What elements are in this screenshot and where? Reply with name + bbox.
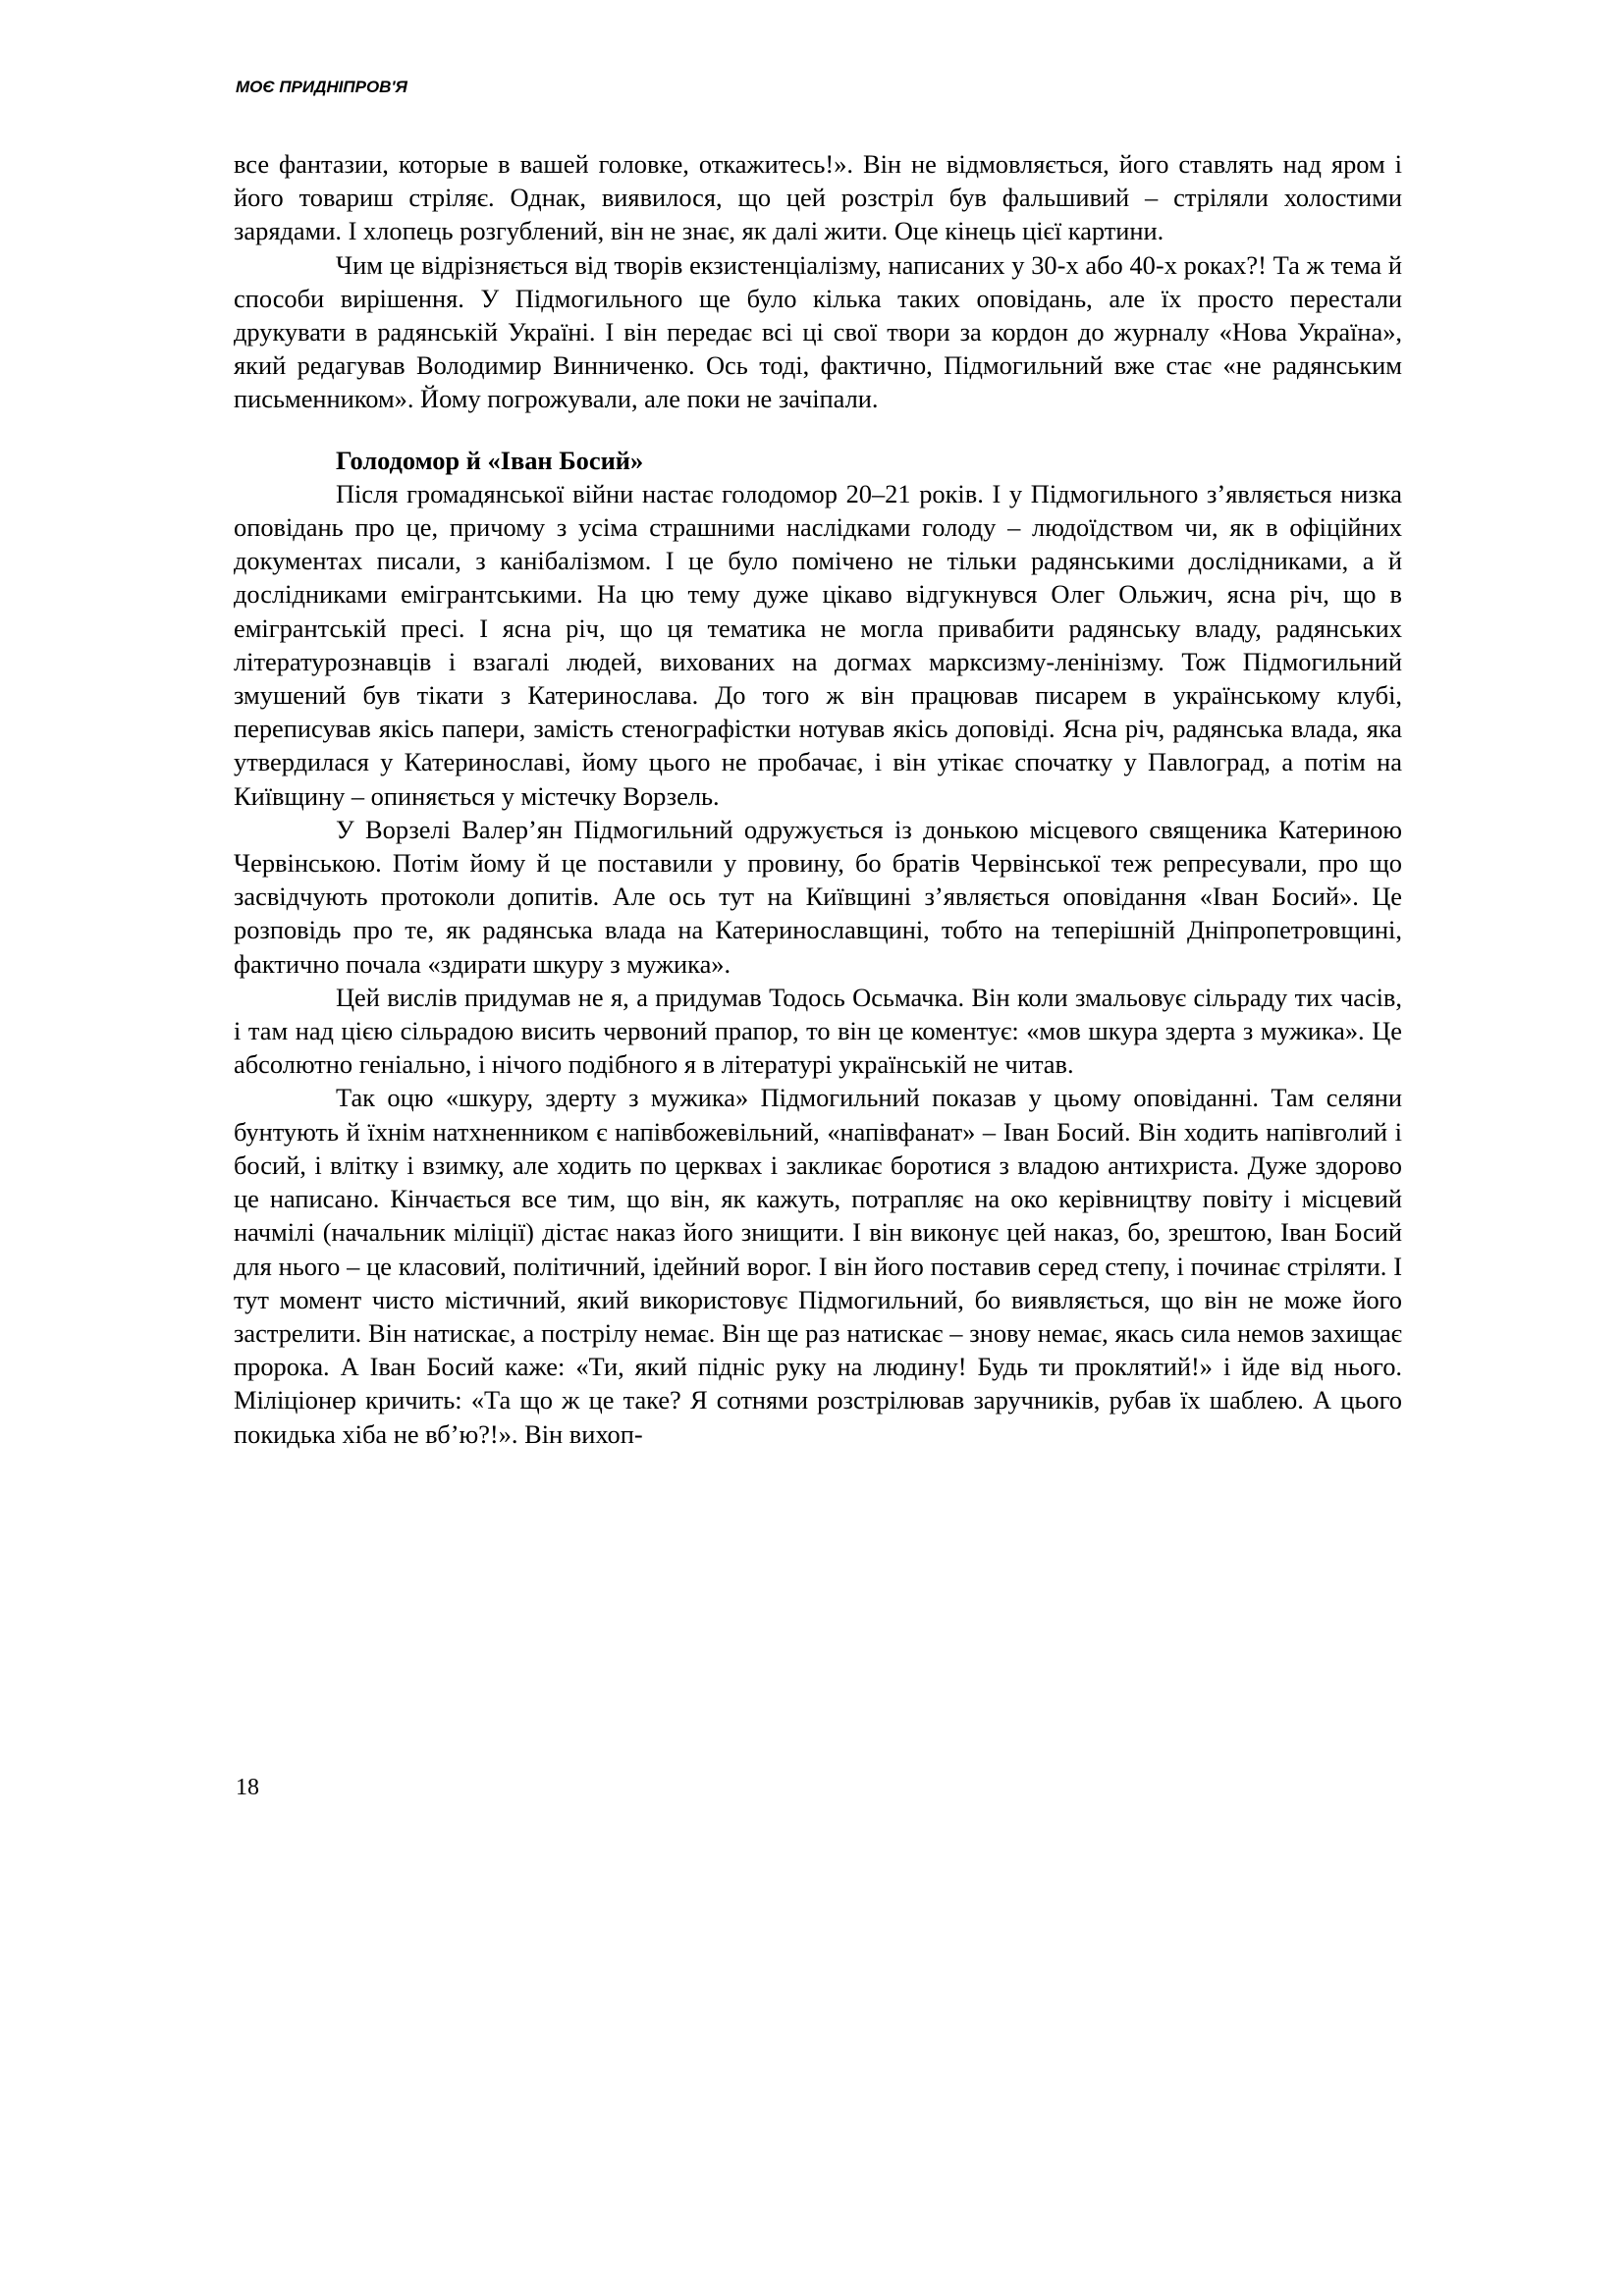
paragraph: Цей вислів придумав не я, а придумав Тодось Осьмачка. Він коли змальовує сільраду тих часів, і там над цією сільрадою висить червоний прапор, то він це коментує: «мов шкура здерта з мужика». Це абсолютно геніально, і нічого подібного я в літературі українській не читав. [234, 982, 1402, 1080]
section-heading: Голодомор й «Іван Босий» [336, 445, 644, 475]
page-number: 18 [236, 1775, 259, 1800]
paragraph-continuation: все фантазии, которые в вашей головке, откажитесь!». Він не відмовляється, його ставлять над яром і його товариш стріляє. Однак, виявилося, що цей розстріл був фальшивий – стріляли холостими зарядами. І хлопець розгублений, він не знає, як далі жити. Оце кінець цієї картини. [234, 149, 1402, 246]
running-header: МОЄ ПРИДНІПРОВ'Я [236, 78, 407, 96]
paragraph: Чим це відрізняється від творів екзистенціалізму, написаних у 30-х або 40-х роках?! Та ж тема й способи вирішення. У Підмогильного ще було кілька таких оповідань, але їх просто перестали друкувати в радянській Україні. І він передає всі ці свої твори за кордон до журналу «Нова Україна», який редагував Володимир Винниченко. Ось тоді, фактично, Підмогильний вже стає «не радянським письменником». Йому погрожували, але поки не зачіпали. [234, 249, 1402, 414]
paragraph: У Ворзелі Валер’ян Підмогильний одружується із донькою місцевого священика Катериною Червінською. Потім йому й це поставили у провину, бо братів Червінської теж репресували, про що засвідчують протоколи допитів. Але ось тут на Київщині з’являється оповідання «Іван Босий». Це розповідь про те, як радянська влада на Катеринославщині, тобто на теперішній Дніпропетровщині, фактично почала «здирати шкуру з мужика». [234, 814, 1402, 979]
paragraph: Так оцю «шкуру, здерту з мужика» Підмогильний показав у цьому оповіданні. Там селяни бунтують й їхнім натхненником є напівбожевільний, «напівфанат» – Іван Босий. Він ходить напівголий і босий, і влітку і взимку, але ходить по церквах і закликає боротися з владою антихриста. Дуже здорово це написано. Кінчається все тим, що він, як кажуть, потрапляє на око керівництву повіту і місцевий начмілі (начальник міліції) дістає наказ його знищити. І він виконує цей наказ, бо, зрештою, Іван Босий для нього – це класовий, політичний, ідейний ворог. І він його поставив серед степу, і починає стріляти. І тут момент чисто містичний, який використовує Підмогильний, бо виявляється, що він не може його застрелити. Він натискає, а пострілу немає. Він ще раз натискає – знову немає, якась сила немов захищає пророка. А Іван Босий каже: «Ти, який підніс руку на людину! Будь ти проклятий!» і йде від нього. Міліціонер кричить: «Та що ж це таке? Я сотнями розстрілював заручників, рубав їх шаблею. А цього покидька хіба не вб’ю?!». Він вихоп- [234, 1083, 1402, 1449]
paragraph: Після громадянської війни настає голодомор 20–21 років. І у Підмогильного з’являється низка оповідань про це, причому з усіма страшними наслідками голоду – людоїдством чи, як в офіційних документах писали, з канібалізмом. І це було помічено не тільки радянськими дослідниками, а й дослідниками емігрантськими. На цю тему дуже цікаво відгукнувся Олег Ольжич, ясна річ, що в емігрантській пресі. І ясна річ, що ця тематика не могла привабити радянську владу, радянських літературознавців і взагалі людей, вихованих на догмах марксизму-ленінізму. Тож Підмогильний змушений був тікати з Катеринослава. До того ж він працював писарем в українському клубі, переписував якісь папери, замість стенографістки нотував якісь доповіді. Ясна річ, радянська влада, яка утвердилася у Катеринославі, йому цього не пробачає, і він утікає спочатку у Павлоград, а потім на Київщину – опиняється у містечку Ворзель. [234, 478, 1402, 811]
body-text [234, 147, 1402, 1451]
